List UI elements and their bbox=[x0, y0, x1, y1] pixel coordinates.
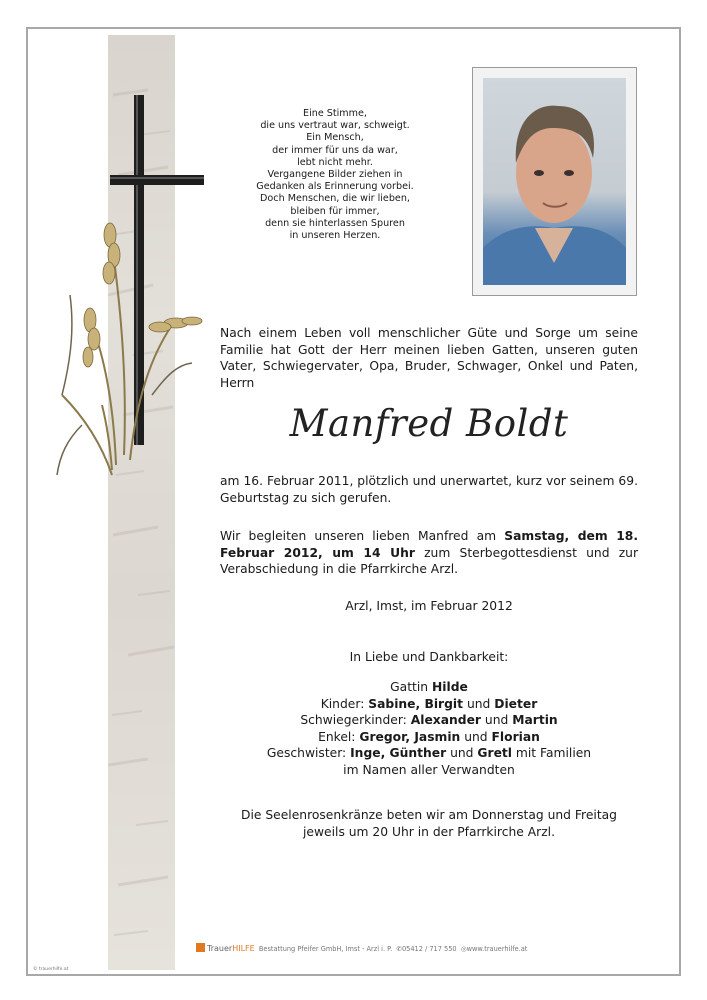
footer-phone: 05412 / 717 550 bbox=[401, 945, 457, 953]
place-date: Arzl, Imst, im Februar 2012 bbox=[345, 599, 513, 613]
service-text bbox=[220, 528, 638, 578]
service-pre: Wir begleiten unseren lieben Manfred am bbox=[220, 529, 505, 543]
family-all: im Namen aller Verwandten bbox=[343, 762, 515, 777]
footer bbox=[196, 943, 527, 953]
poem-line: Ein Mensch, bbox=[306, 132, 364, 144]
family-list bbox=[220, 679, 638, 779]
footer-company: Bestattung Pfeifer GmbH, Imst - Arzl i. P. bbox=[258, 945, 393, 953]
footer-brand-b: HILFE bbox=[232, 944, 255, 953]
poem-line: der immer für uns da war, bbox=[272, 144, 398, 156]
portrait-photo bbox=[472, 67, 637, 296]
poem-line: die uns vertraut war, schweigt. bbox=[260, 120, 410, 132]
family-kinder: Kinder: Sabine, Birgit und Dieter bbox=[320, 696, 538, 711]
poem-line: Vergangene Bilder ziehen in bbox=[267, 169, 403, 181]
phone-icon: ✆ bbox=[396, 945, 402, 953]
family-geschwister: Geschwister: Inge, Günther und Gretl mit Familien bbox=[266, 746, 592, 761]
deceased-name: Manfred Boldt bbox=[289, 402, 569, 445]
poem-line: lebt nicht mehr. bbox=[297, 156, 373, 168]
family-gattin: Gattin Hilde bbox=[390, 680, 468, 694]
poem-line: in unseren Herzen. bbox=[289, 230, 381, 242]
poem-line: denn sie hinterlassen Spuren bbox=[265, 217, 405, 229]
family-schwiegerkinder: Schwiegerkinder: Alexander und Martin bbox=[300, 713, 558, 728]
copyright: © trauerhilfe.at bbox=[33, 967, 69, 972]
service-date: Samstag, dem 18. Februar 2012, um 14 Uhr bbox=[220, 529, 638, 560]
footer-brand-a: Trauer bbox=[207, 944, 233, 953]
trauerhilfe-logo-icon bbox=[196, 943, 205, 952]
poem-line: bleiben für immer, bbox=[290, 205, 380, 217]
poem bbox=[215, 108, 455, 242]
death-text: am 16. Februar 2011, plötzlich und unerwartet, kurz vor seinem 69. Geburtstag zu sich gerufen. bbox=[220, 474, 638, 505]
portrait-image bbox=[483, 78, 626, 285]
love-text: In Liebe und Dankbarkeit: bbox=[349, 650, 509, 664]
service-post: zum Sterbegottesdienst und zur Verabschiedung in die Pfarrkirche Arzl. bbox=[220, 545, 639, 577]
intro-text: Nach einem Leben voll menschlicher Güte und Sorge um seine Familie hat Gott der Herr meinen lieben Gatten, unseren guten Vater, Schwiegervater, Opa, Bruder, Schwager, Onkel und Paten, Herrn bbox=[220, 326, 638, 390]
poem-line: Doch Menschen, die wir lieben, bbox=[260, 193, 410, 205]
footer-web: www.trauerhilfe.at bbox=[466, 945, 528, 953]
rosary-text: Die Seelenrosenkränze beten wir am Donnerstag und Freitag jeweils um 20 Uhr in der Pfarrkirche Arzl. bbox=[241, 808, 617, 839]
poem-line: Eine Stimme, bbox=[303, 108, 367, 119]
family-enkel: Enkel: Gregor, Jasmin und Florian bbox=[318, 729, 540, 744]
web-icon: ◎ bbox=[460, 945, 467, 953]
poem-line: Gedanken als Erinnerung vorbei. bbox=[256, 181, 414, 193]
cross-and-wheat-icon bbox=[52, 95, 212, 495]
